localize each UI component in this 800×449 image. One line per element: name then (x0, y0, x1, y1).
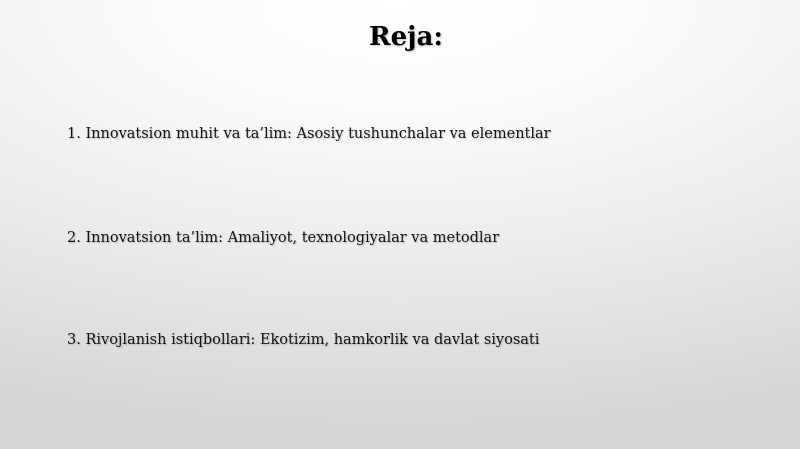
plan-item-3: 3. Rivojlanish istiqbollari: Ekotizim, hamkorlik va davlat siyosati (67, 332, 540, 348)
slide-title: Reja: (368, 22, 443, 52)
plan-item-1: 1. Innovatsion muhit va ta’lim: Asosiy tushunchalar va elementlar (67, 126, 551, 142)
plan-item-2: 2. Innovatsion ta’lim: Amaliyot, texnologiyalar va metodlar (67, 230, 500, 246)
